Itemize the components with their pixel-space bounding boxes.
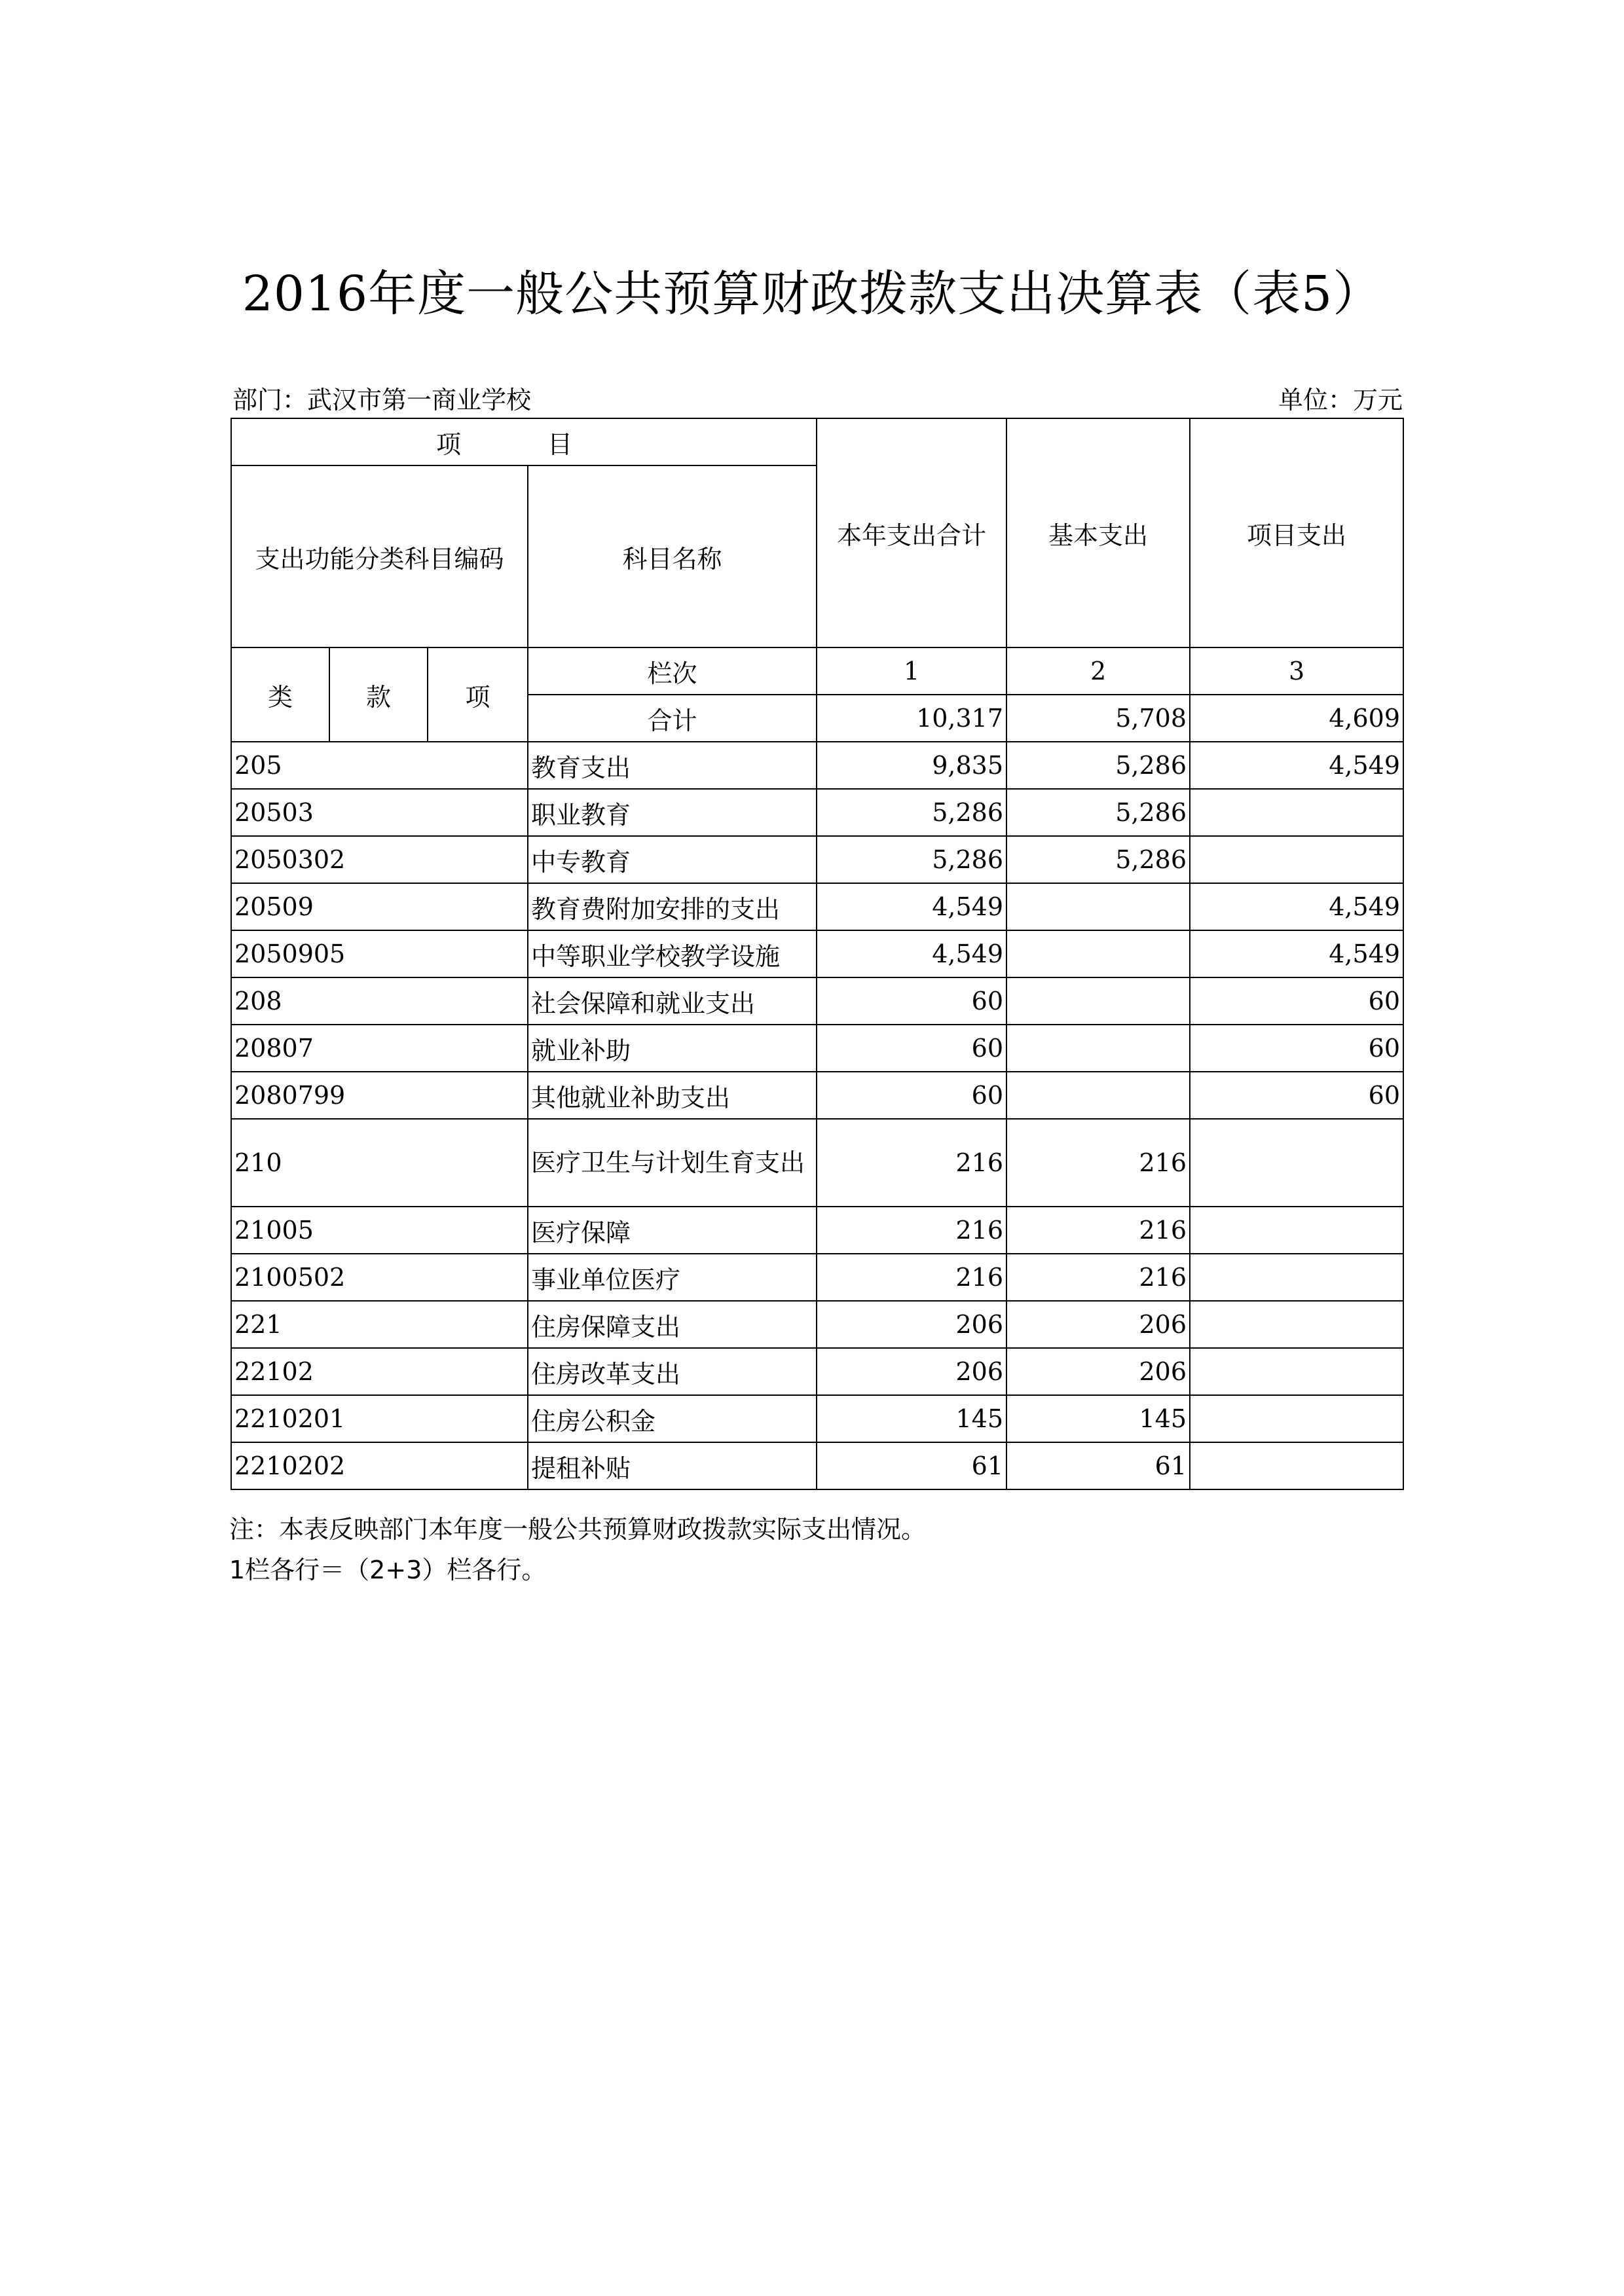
- row-item: 60: [1190, 977, 1403, 1025]
- row-basic: 216: [1006, 1207, 1190, 1254]
- header-project: 项 目: [231, 418, 817, 465]
- row-code: 22102: [231, 1348, 528, 1395]
- row-basic: 5,286: [1006, 742, 1190, 789]
- row-total: 60: [817, 977, 1006, 1025]
- sum-item: 4,609: [1190, 695, 1403, 742]
- row-code: 205: [231, 742, 528, 789]
- row-code: 20503: [231, 789, 528, 836]
- table-body: [231, 418, 1403, 1489]
- row-total: 206: [817, 1348, 1006, 1395]
- row-item: 60: [1190, 1025, 1403, 1072]
- header-basic: 基本支出: [1006, 418, 1190, 647]
- row-item: [1190, 1254, 1403, 1301]
- row-total: 60: [817, 1025, 1006, 1072]
- row-name: 事业单位医疗: [528, 1254, 817, 1301]
- row-item: [1190, 1119, 1403, 1207]
- row-total: 5,286: [817, 789, 1006, 836]
- row-total: 61: [817, 1442, 1006, 1489]
- row-total: 216: [817, 1119, 1006, 1207]
- row-item: 60: [1190, 1072, 1403, 1119]
- row-code: 20509: [231, 883, 528, 930]
- row-name: 提租补贴: [528, 1442, 817, 1489]
- row-code: 2080799: [231, 1072, 528, 1119]
- row-code: 2050905: [231, 930, 528, 977]
- row-name: 住房公积金: [528, 1395, 817, 1442]
- row-total: 9,835: [817, 742, 1006, 789]
- table-row: [231, 1442, 1403, 1489]
- table-row: [231, 930, 1403, 977]
- row-basic: 61: [1006, 1442, 1190, 1489]
- note-line: 1栏各行＝（2+3）栏各行。: [229, 1556, 547, 1584]
- row-name: 教育费附加安排的支出: [528, 883, 817, 930]
- row-total: 4,549: [817, 930, 1006, 977]
- row-name: 中专教育: [528, 836, 817, 883]
- header-kuan: 款: [329, 647, 428, 742]
- row-basic: [1006, 1025, 1190, 1072]
- row-basic: 5,286: [1006, 836, 1190, 883]
- row-total: 216: [817, 1254, 1006, 1301]
- table-row: [231, 1301, 1403, 1348]
- row-code: 2050302: [231, 836, 528, 883]
- row-code: 20807: [231, 1025, 528, 1072]
- row-total: 4,549: [817, 883, 1006, 930]
- row-name: 医疗卫生与计划生育支出: [528, 1119, 817, 1207]
- row-name: 社会保障和就业支出: [528, 977, 817, 1025]
- header-item: 项目支出: [1190, 418, 1403, 647]
- sum-label: 合计: [528, 695, 817, 742]
- column-number-label: 栏次: [528, 647, 817, 695]
- table-row: [231, 883, 1403, 930]
- row-code: 21005: [231, 1207, 528, 1254]
- column-number-3: 3: [1190, 647, 1403, 695]
- row-total: 206: [817, 1301, 1006, 1348]
- table-row: [231, 1025, 1403, 1072]
- row-item: [1190, 836, 1403, 883]
- row-name: 中等职业学校教学设施: [528, 930, 817, 977]
- page-title: 2016年度一般公共预算财政拨款支出决算表（表5）: [242, 266, 1382, 322]
- row-code: 2210202: [231, 1442, 528, 1489]
- row-name: 就业补助: [528, 1025, 817, 1072]
- row-total: 216: [817, 1207, 1006, 1254]
- table-row: [231, 977, 1403, 1025]
- row-name: 住房保障支出: [528, 1301, 817, 1348]
- row-basic: 5,286: [1006, 789, 1190, 836]
- row-basic: 216: [1006, 1254, 1190, 1301]
- table-row: [231, 836, 1403, 883]
- row-name: 其他就业补助支出: [528, 1072, 817, 1119]
- unit-label: 单位：万元: [1278, 386, 1403, 414]
- table-row: [231, 742, 1403, 789]
- row-item: [1190, 789, 1403, 836]
- table-row: [231, 1254, 1403, 1301]
- row-item: [1190, 1395, 1403, 1442]
- header-lei: 类: [231, 647, 329, 742]
- sum-total: 10,317: [817, 695, 1006, 742]
- header-code: 支出功能分类科目编码: [231, 465, 528, 647]
- row-basic: 206: [1006, 1301, 1190, 1348]
- row-name: 住房改革支出: [528, 1348, 817, 1395]
- row-name: 职业教育: [528, 789, 817, 836]
- column-number-1: 1: [817, 647, 1006, 695]
- row-item: [1190, 1348, 1403, 1395]
- row-basic: 145: [1006, 1395, 1190, 1442]
- header-xiang: 项: [428, 647, 528, 742]
- table-row: [231, 1348, 1403, 1395]
- table-row: [231, 1207, 1403, 1254]
- sum-basic: 5,708: [1006, 695, 1190, 742]
- row-basic: [1006, 1072, 1190, 1119]
- table-row: [231, 1119, 1403, 1207]
- row-item: [1190, 1442, 1403, 1489]
- header-total: 本年支出合计: [817, 418, 1006, 647]
- row-code: 2210201: [231, 1395, 528, 1442]
- expenditure-table: [231, 418, 1404, 1490]
- header-name: 科目名称: [528, 465, 817, 647]
- table-row: [231, 1072, 1403, 1119]
- row-total: 145: [817, 1395, 1006, 1442]
- row-basic: [1006, 930, 1190, 977]
- row-code: 208: [231, 977, 528, 1025]
- row-name: 教育支出: [528, 742, 817, 789]
- row-basic: [1006, 977, 1190, 1025]
- row-item: 4,549: [1190, 883, 1403, 930]
- row-item: 4,549: [1190, 742, 1403, 789]
- row-code: 221: [231, 1301, 528, 1348]
- note-line: 注：本表反映部门本年度一般公共预算财政拨款实际支出情况。: [229, 1515, 927, 1544]
- row-item: [1190, 1207, 1403, 1254]
- column-number-2: 2: [1006, 647, 1190, 695]
- row-basic: 216: [1006, 1119, 1190, 1207]
- row-total: 5,286: [817, 836, 1006, 883]
- notes: [229, 1509, 926, 1590]
- row-basic: [1006, 883, 1190, 930]
- department-label: 部门：武汉市第一商业学校: [232, 386, 532, 414]
- row-code: 210: [231, 1119, 528, 1207]
- table-row: [231, 1395, 1403, 1442]
- row-basic: 206: [1006, 1348, 1190, 1395]
- row-name: 医疗保障: [528, 1207, 817, 1254]
- row-item: 4,549: [1190, 930, 1403, 977]
- row-code: 2100502: [231, 1254, 528, 1301]
- row-item: [1190, 1301, 1403, 1348]
- table-row: [231, 789, 1403, 836]
- row-total: 60: [817, 1072, 1006, 1119]
